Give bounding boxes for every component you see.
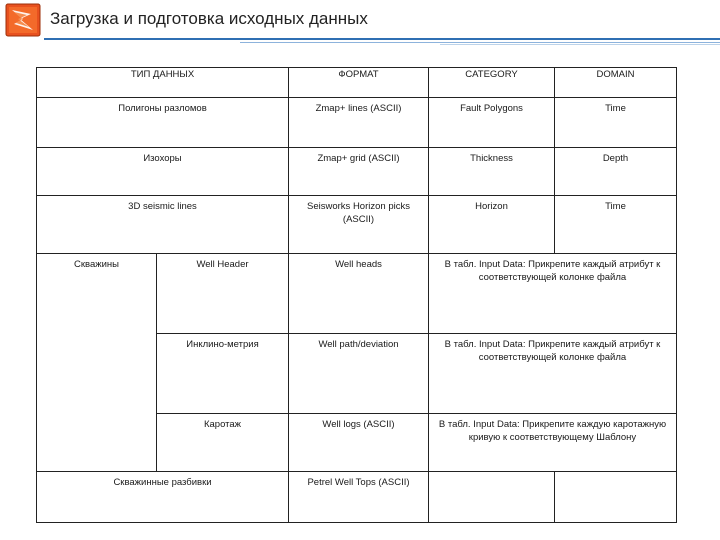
row-format: Well logs (ASCII)	[289, 414, 429, 472]
row-domain	[555, 472, 677, 523]
row-note: В табл. Input Data: Прикрепите каждую каротажную кривую к соответствующему Шаблону	[429, 414, 677, 472]
table-row	[37, 472, 677, 523]
table-row	[37, 196, 677, 254]
row-category: Horizon	[429, 196, 555, 254]
page-title: Загрузка и подготовка исходных данных	[50, 9, 368, 28]
header-category: CATEGORY	[429, 68, 555, 98]
header-domain: DOMAIN	[555, 68, 677, 98]
row-domain: Time	[555, 98, 677, 148]
header-type: ТИП ДАННЫХ	[37, 68, 289, 98]
row-category: Thickness	[429, 148, 555, 196]
table-row	[37, 254, 677, 334]
row-type: Инклино-метрия	[157, 334, 289, 414]
row-category	[429, 472, 555, 523]
data-types-table	[36, 67, 677, 523]
header-accent-line	[240, 42, 720, 43]
row-domain: Depth	[555, 148, 677, 196]
petrel-logo-icon	[5, 3, 41, 37]
row-type: Полигоны разломов	[37, 98, 289, 148]
row-type: Каротаж	[157, 414, 289, 472]
row-format: Petrel Well Tops (ASCII)	[289, 472, 429, 523]
header-accent-line-2	[440, 44, 720, 45]
table-header-row	[37, 68, 677, 98]
row-note: В табл. Input Data: Прикрепите каждый атрибут к соответствующей колонке файла	[429, 254, 677, 334]
row-type: 3D seismic lines	[37, 196, 289, 254]
row-category: Fault Polygons	[429, 98, 555, 148]
row-note: В табл. Input Data: Прикрепите каждый атрибут к соответствующей колонке файла	[429, 334, 677, 414]
row-format: Well heads	[289, 254, 429, 334]
row-type: Well Header	[157, 254, 289, 334]
row-format: Zmap+ grid (ASCII)	[289, 148, 429, 196]
header-format: ФОРМАТ	[289, 68, 429, 98]
table-row	[37, 148, 677, 196]
table-row	[37, 98, 677, 148]
row-format: Seisworks Horizon picks (ASCII)	[289, 196, 429, 254]
row-format: Well path/deviation	[289, 334, 429, 414]
row-type: Изохоры	[37, 148, 289, 196]
header-underline	[44, 38, 720, 40]
slide-header	[0, 0, 720, 42]
row-format: Zmap+ lines (ASCII)	[289, 98, 429, 148]
row-type: Скважинные разбивки	[37, 472, 289, 523]
row-domain: Time	[555, 196, 677, 254]
wells-group-label: Скважины	[37, 254, 157, 472]
